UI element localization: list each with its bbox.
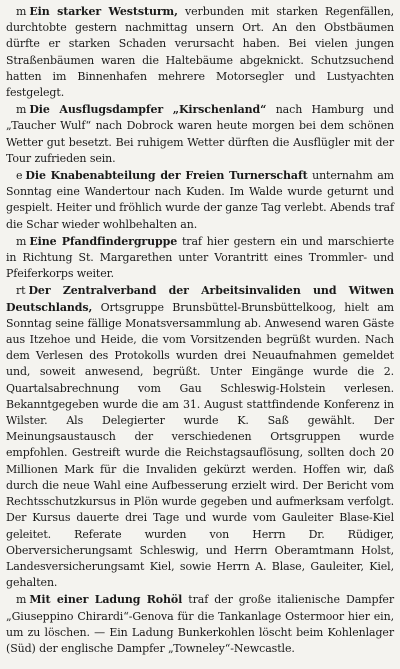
article-headline: Ein starker Weststurm,: [29, 5, 178, 18]
article-mark: m: [16, 103, 27, 117]
article-headline: Mit einer Ladung Rohöl: [29, 593, 183, 607]
article-headline: Der Zentralverband der Arbeitsinvaliden und Witwen Deutschlands,: [6, 284, 394, 314]
article-mark: m: [16, 234, 27, 248]
article-headline: Eine Pfandfindergruppe: [29, 234, 178, 248]
article-body: nach Hamburg und „Taucher Wulf“ nach Dobrock waren heute morgen bei dem schönen Wetter gut besetzt. Bei ruhigem Wetter dürften die Ausflügler mit der Tour zufrieden sein.: [6, 103, 394, 165]
article-excursion-steamers: [6, 102, 394, 167]
article-oil-cargo: [6, 592, 394, 657]
article-body: Ortsgruppe Brunsbüttel-Brunsbüttelkoog, hielt am Sonntag seine fällige Monatsversammlung ab. Anwesend waren Gäste aus Itzehoe und Heide, die vom Vorsitzenden begrüßt wurden. Nach dem Verlesen des Protokolls wurden drei Neuaufnahmen gemeldet und, soweit anwesend, begrüßt. Unter Eingänge wurde die 2. Quartalsabrechnung vom Gau Schleswig-Holstein verlesen. Bekanntgegeben wurde die am 31. August stattfindende Konferenz in Wilster. Als Delegierter wurde K. Saß gewählt. Der Meinungsaustausch der verschiedenen Ortsgruppen wurde empfohlen. Gestreift wurde die Reichstagsauflösung, sollten doch 20 Millionen Mark für die Invaliden gekürzt werden. Hoffen wir, daß durch die neue Wahl eine Aufbesserung erzielt wird. Der Bericht vom Rechtsschutzkursus in Plön wurde gegeben und aufmerksam verfolgt. Der Kursus dauerte drei Tage und wurde vom Gauleiter Blase-Kiel geleitet. Referate wurden von Herrn Dr. Rüdiger, Oberversicherungsamt Schleswig, und Herrn Oberamtmann Holst, Landesversicherungsamt Kiel, sowie Herrn A. Blase, Gauleiter, Kiel, gehalten.: [6, 300, 394, 590]
article-boys-gymnastics: [6, 168, 394, 233]
article-headline: Die Ausflugsdampfer „Kirschenland“: [29, 103, 267, 117]
article-body: traf hier gestern ein und marschierte in Richtung St. Margarethen unter Vorantritt eines Trommler- und Pfeiferkorps weiter.: [6, 234, 394, 281]
newspaper-column: [6, 4, 394, 657]
article-scout-group: [6, 234, 394, 283]
article-body: verbunden mit starken Regenfällen, durchtobte gestern nachmittag unsern Ort. An den Obstbäumen dürfte er starken Schaden verursacht haben. Bei vielen jungen Straßenbäumen waren die Haltebäume abgeknickt. Schutzsuchend hatten im Binnenhafen mehrere Motorsegler und Lustyachten festgelegt.: [6, 5, 394, 100]
article-mark: m: [16, 5, 27, 18]
article-body: traf der große italienische Dampfer „Giuseppino Chirardi“-Genova für die Tankanlage Ostermoor hier ein, um zu löschen. — Ein Ladung Bunkerkohlen löscht beim Kohlenlager (Süd) der englische Dampfer „Towneley“-Newcastle.: [6, 593, 394, 655]
article-body: unternahm am Sonntag eine Wandertour nach Kuden. Im Walde wurde geturnt und gespielt. Heiter und fröhlich wurde der ganze Tag verlebt. Abends traf die Schar wieder wohlbehalten an.: [6, 169, 394, 231]
article-mark: rt: [16, 284, 26, 298]
article-mark: m: [16, 593, 27, 607]
article-mark: e: [16, 169, 23, 183]
article-storm: [6, 4, 394, 101]
article-headline: Die Knabenabteilung der Freien Turnerschaft: [25, 169, 308, 183]
article-invalids-association: [6, 283, 394, 591]
